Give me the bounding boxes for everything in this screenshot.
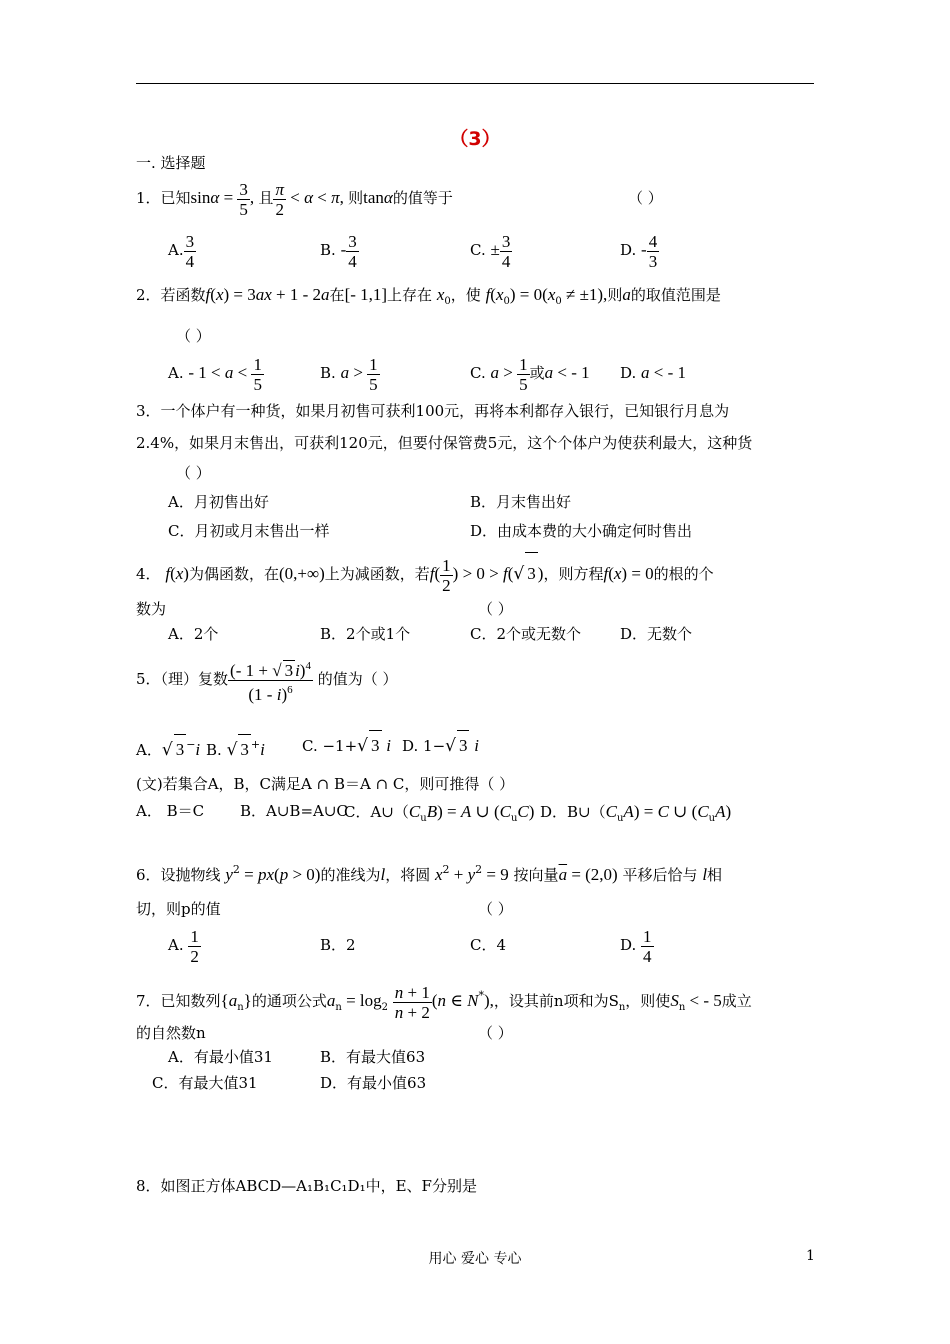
q4-option-d: D．无数个 [620, 625, 693, 643]
q7-option-c: C．有最大值31 [152, 1074, 258, 1092]
q1-option-a: A. $\frac{3}{4}$ [168, 231, 195, 271]
q2-option-d: D. a < - 1 [620, 363, 687, 382]
q1-bracket: （ ） [628, 189, 663, 207]
q5-option-d: D. 1−√ 3 i [402, 730, 479, 761]
q1-option-d: D. - $\frac{4}{3}$ [620, 231, 658, 271]
q4-bracket: （ ） [478, 600, 513, 618]
page-footer: 用心 爱心 专心 [428, 1251, 522, 1267]
q3-option-d: D．由成本费的大小确定何时售出 [470, 522, 693, 540]
question-2: 2．若函数f(x) = 3ax + 1 - 2a在[- 1,1]上存在 $x_0$，使 $f(x_0) = 0(x_0 \ne \pm 1)$,则a的取值范围是 [136, 285, 721, 307]
q7-option-a: A．有最小值31 [168, 1048, 273, 1066]
q5-wen-option-d: D．$B\cup(C_uA) = C$ ∪ $(C_uA)$ [540, 802, 732, 824]
q5-option-c: C. −1+√ 3 i [302, 730, 391, 761]
question-7: 7．已知数列$\{a_n\}$的通项公式$a_n = \log_2$ $\frac{n + 1}{n + 2}$ (n ∈ N*),，设其前n项和为$S_n$，则使$S_n$ < - 5成立 [136, 982, 752, 1022]
q3-option-c: C．月初或月末售出一样 [168, 522, 330, 540]
q2-option-b: B. a > $\frac{1}{5}$ [320, 354, 378, 394]
q5-option-b: B. √ 3 +i [206, 730, 265, 765]
q7-option-d: D．有最小值63 [320, 1074, 427, 1092]
q4-line-2: 数为 [136, 600, 167, 618]
question-5: 5．（理）复数 $\frac{(- 1 + √ 3 i)^4}{(1 - i)^6}$ 的值为（ ） [136, 656, 398, 704]
q2-bracket: （ ） [176, 327, 211, 345]
q7-bracket: （ ） [478, 1024, 513, 1042]
q2-option-a: A. - 1 < a < $\frac{1}{5}$ [168, 354, 262, 394]
q3-option-b: B．月末售出好 [470, 493, 572, 511]
q2-option-c: C. a > $\frac{1}{5}$ 或a < - 1 [470, 354, 590, 394]
q3-line-2: 2.4%，如果月末售出，可获利120元，但要付保管费5元，这个个体户为使获利最大，这种货 [136, 434, 753, 452]
q6-line-2: 切，则p的值 [136, 900, 221, 918]
question-1: 1．已知sinα = $\frac{3}{5}$ , 且 $\frac{\pi}{2}$ < α < π, 则tanα的值等于 [136, 179, 453, 219]
page-number: 1 [806, 1248, 815, 1264]
q3-bracket: （ ） [176, 464, 211, 482]
q7-line-2: 的自然数n [136, 1024, 206, 1042]
q6-option-c: C．4 [470, 936, 507, 954]
q5-wen-stem: (文)若集合A，B，C满足A ∩ B＝A ∩ C，则可推得（ ） [136, 775, 515, 793]
q1-option-b: B. - $\frac{3}{4}$ [320, 231, 357, 271]
q6-option-a: A. $\frac{1}{2}$ [168, 926, 199, 966]
q6-bracket: （ ） [478, 900, 513, 918]
page-title: （3） [449, 128, 501, 150]
q5-wen-option-b: B．A∪B=A∪C [240, 802, 348, 820]
header-rule [136, 83, 814, 84]
question-6: 6．设抛物线 $y^2 = px(p > 0)$的准线为l，将圆 $x^2 + y^2 = 9$ 按向量$\overline{a} = (2,0)$ 平移后恰与 l相 [136, 863, 723, 884]
q7-option-b: B．有最大值63 [320, 1048, 426, 1066]
question-4: 4． f(x)为偶函数，在(0,+∞)上为减函数，若f( $\frac{1}{2}$ ) > 0 > f(√ 3 )，则方程f(x) = 0的根的个 [136, 552, 714, 595]
q3-line-1: 3．一个体户有一种货，如果月初售可获利100元，再将本利都存入银行，已知银行月息为 [136, 402, 730, 420]
q4-option-a: A．2个 [168, 625, 219, 643]
q5-wen-option-a: A． B＝C [136, 802, 205, 820]
q5-wen-option-c: C．$A\cup(C_uB) = A$ ∪ $(C_uC)$ [344, 802, 535, 824]
section-heading: 一. 选择题 [136, 154, 206, 172]
q5-option-a: A．√ 3 −i [136, 730, 200, 765]
q6-option-d: D. $\frac{1}{4}$ [620, 926, 652, 966]
q4-option-c: C．2个或无数个 [470, 625, 582, 643]
q3-option-a: A．月初售出好 [168, 493, 269, 511]
question-8: 8．如图正方体ABCD—A₁B₁C₁D₁中，E、F分别是 [136, 1177, 477, 1195]
q6-option-b: B．2 [320, 936, 356, 954]
q1-option-c: C. ± $\frac{3}{4}$ [470, 231, 511, 271]
q4-option-b: B．2个或1个 [320, 625, 411, 643]
